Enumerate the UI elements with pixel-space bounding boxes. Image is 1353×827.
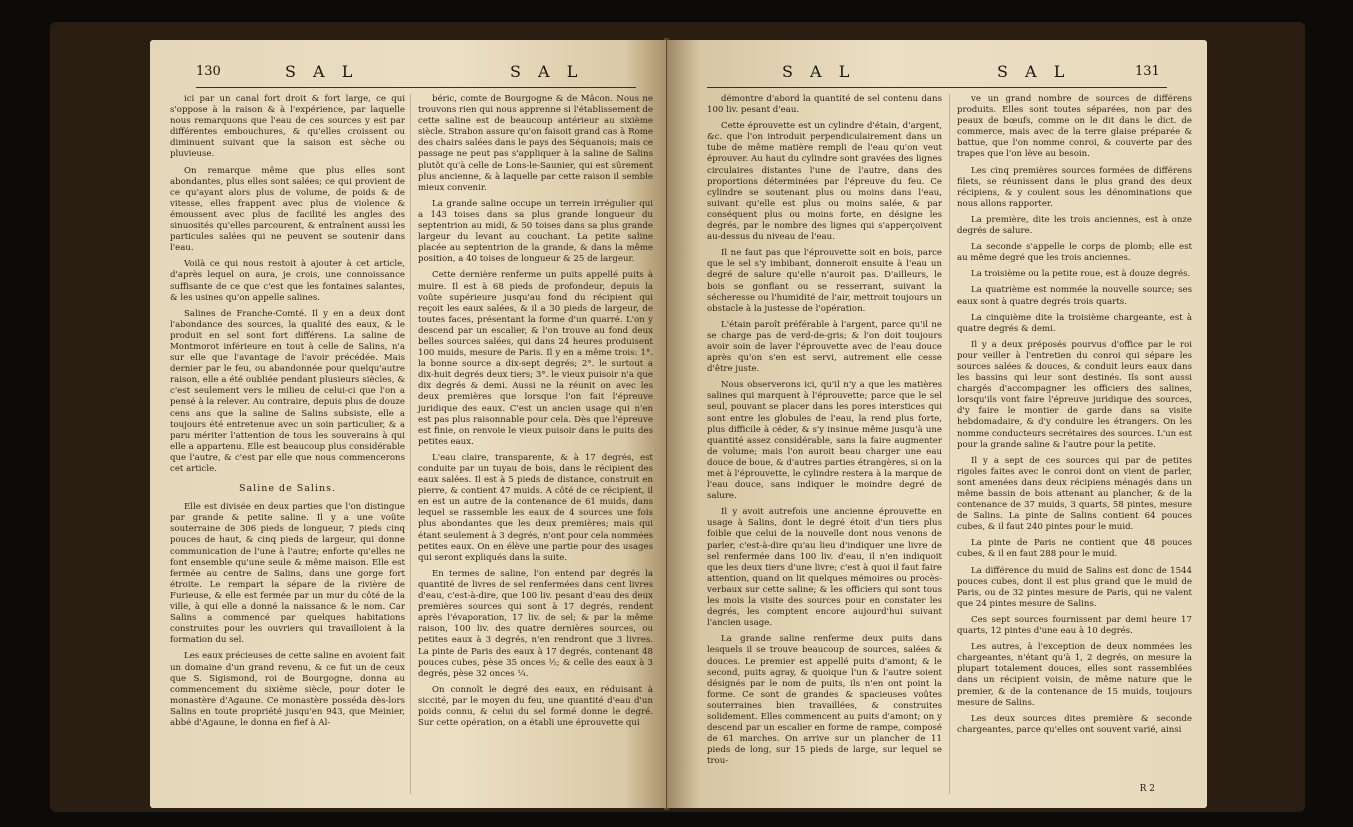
section-heading: Saline de Salins. — [239, 483, 336, 495]
running-header-left: S A L — [285, 62, 359, 81]
paragraph: Il y a sept de ces sources qui par de petites rigoles faites avec le conroi dont on vient de parler, sont amenées dans deux récipiens ménagés dans un même bassin de bois attenant au plancher, & de la contenance de 37 muids, 3 quarts, 58 pintes, mesure de Salins. La pinte de Salins contient 64 pouces cubes, & il faut 240 pintes pour le muid. — [957, 455, 1192, 533]
left-column-1 — [170, 94, 405, 734]
paragraph: Il y avoit autrefois une ancienne éprouvette en usage à Salins, dont le degré étoit d'un tiers plus foible que celui de la nouvelle dont nous venons de parler, c'est-à-dire qu'au lieu d'indiquer une livre de sel renfermée dans 100 liv. d'eau, il n'en indiquoit que les deux tiers d'une livre; c'est à quoi il faut faire attention, quand on lit quelques mémoires ou procès-verbaux sur cette saline; & les officiers qui sont tous les mois la visite des sources pour en constater les degrés, les comptent encore aujourd'hui suivant l'ancien usage. — [707, 507, 942, 629]
paragraph: béric, comte de Bourgogne & de Mâcon. Nous ne trouvons rien qui nous apprenne si l'établissement de cette saline est de beaucoup antérieur au sixième siècle. Strabon assure qu'on faisoit grand cas à Rome des chairs salées dans le pays des Séquanois; mais ce passage ne peut pas s'appliquer à la saline de Salins plutôt qu'à celle de Lons-le-Saunier, qui est sûrement plus ancienne, & à laquelle par cette raison il semble mieux convenir. — [418, 94, 653, 193]
paragraph: Salines de Franche-Comté. Il y en a deux dont l'abondance des sources, la qualité des eaux, & le produit en sel sont fort différens. La saline de Montmorot inférieure en tout à celle de Salins, n'a sur elle que l'avantage de l'avoir précédée. Mais dernier par le feu, ou abandonnée pour quelqu'autre raison, elle a été oubliée pendant plusieurs siècles, & c'est seulement vers le milieu de celui-ci que l'on a pensé à la relever. Au contraire, depuis plus de douze cens ans que la saline de Salins subsiste, elle a toujours été entretenue avec un soin particulier, & a paru mériter l'attention de tous les souverains à qui elle a appartenu. Elle est beaucoup plus considérable que l'autre, & c'est par elle que nous commencerons cet article. — [170, 308, 405, 474]
paragraph: La cinquième dite la troisième chargeante, est à quatre degrés & demi. — [957, 312, 1192, 334]
paragraph: Cette éprouvette est un cylindre d'étain, d'argent, &c. que l'on introduit perpendiculairement dans un tube de même matière rempli de l'eau qu'on veut éprouver. Au haut du cylindre sont gravées des lignes circulaires distantes l'une de l'autre, dans des proportions déterminées par l'épreuve du feu. Ce cylindre se soutenant plus ou moins dans l'eau, suivant qu'elle est plus ou moins salée, & par conséquent plus ou moins forte, en désigne les degrés, par le nombre des lignes qui s'apperçoivent au-dessus du niveau de l'eau. — [707, 121, 942, 243]
paragraph: Voilà ce qui nous restoit à ajouter à cet article, d'après lequel on aura, je crois, une connoissance suffisante de ce que c'est que les fontaines salantes, & les usines qu'on appelle salines. — [170, 259, 405, 303]
paragraph: La pinte de Paris ne contient que 48 pouces cubes, & il en faut 288 pour le muid. — [957, 538, 1192, 560]
paragraph: ve un grand nombre de sources de différens produits. Elles sont toutes séparées, non par des peaux de bœufs, comme on le dit dans le dict. de commerce, mais avec de la terre glaise préparée & battue, que l'on nomme conroi, & couverte par des trapes que l'on lève au besoin. — [957, 94, 1192, 160]
paragraph: La différence du muid de Salins est donc de 1544 pouces cubes, dont il est plus grand que le muid de Paris, ou de 32 pintes mesure de Paris, qui ne valent que 24 pintes mesure de Salins. — [957, 565, 1192, 609]
header-rule — [707, 87, 1167, 88]
paragraph: On remarque même que plus elles sont abondantes, plus elles sont salées; ce qui provient de ce qu'ayant alors plus de volume, de poids & de vitesse, elles frappent avec plus de violence & émoussent avec plus de facilité les angles des sinuosités qu'elles parcourent, & entraînent aussi les particules salées qui ne peuvent se soutenir dans l'eau. — [170, 165, 405, 254]
paragraph: La première, dite les trois anciennes, est à onze degrés de salure. — [957, 214, 1192, 237]
right-column-2 — [957, 94, 1192, 741]
paragraph: Ces sept sources fournissent par demi heure 17 quarts, 12 pintes d'une eau à 10 degrés. — [957, 614, 1192, 637]
running-header-left: S A L — [782, 62, 856, 81]
right-column-1 — [707, 94, 942, 772]
paragraph: Il y a deux préposés pourvus d'office par le roi pour veiller à l'entretien du conroi qui sépare les sources salées & douces, & conduit leurs eaux dans les bassins qui leur sont destinés. Ils sont aussi chargés d'accompagner les officiers des salines, lorsqu'ils vont faire l'épreuve juridique des sources, d'y faire le montier de garde dans sa visite hebdomadaire, & d'y conduire les étrangers. On les nomme conducteurs secrétaires des sources. L'un est pour la grande saline & l'autre pour la petite. — [957, 339, 1192, 450]
paragraph: L'étain paroît préférable à l'argent, parce qu'il ne se charge pas de verd-de-gris; & l'on doit toujours avoir soin de laver l'éprouvette avec de l'eau douce après qu'on s'en est servi, autrement elle cesse d'être juste. — [707, 319, 942, 375]
paragraph: La grande saline renferme deux puits dans lesquels il se trouve beaucoup de sources, salées & douces. Le premier est appellé puits d'amont; & le second, puits agray, & quoique l'un & l'autre soient désignés par le nom de puits, ils n'en ont point la forme. Ce sont de grandes & spacieuses voûtes souterraines bien travaillées, & construites solidement. Elles commencent au puits d'amont; on y descend par un escalier en forme de rampe, composé de 61 marches. On arrive sur un plancher de 11 pieds de long, sur 15 pieds de large, sur lequel se trou- — [707, 634, 942, 767]
paragraph: Nous observerons ici, qu'il n'y a que les matières salines qui marquent à l'éprouvette; parce que le sel seul, pouvant se placer dans les pores interstices qui sont entre les globules de l'eau, la rend plus forte, plus difficile à céder, & s'y insinue même jusqu'à une quantité assez considérable, sans la faire augmenter de volume; mais l'on auroit beau charger une eau douce de boue, & d'autres parties étrangères, si on la met à l'éprouvette, le cylindre restera à la marque de l'eau douce, sans indiquer le moindre degré de salure. — [707, 380, 942, 502]
paragraph: On connoît le degré des eaux, en réduisant à siccité, par le moyen du feu, une quantité d'eau d'un poids connu, & celui du sel formé donne le degré. Sur cette opération, on a établi une éprouvette qui — [418, 684, 653, 729]
paragraph: démontre d'abord la quantité de sel contenu dans 100 liv. pesant d'eau. — [707, 94, 942, 116]
paragraph: Les deux sources dites première & seconde chargeantes, parce qu'elles ont souvent varié, ainsi — [957, 713, 1192, 735]
column-divider — [949, 94, 950, 794]
paragraph: La troisième ou la petite roue, est à douze degrés. — [971, 269, 1191, 280]
paragraph: Les cinq premières sources formées de différens filets, se réunissent dans le plus grand des deux récipiens, & y coulent sous les dénominations que nous allons rapporter. — [957, 165, 1192, 209]
left-page — [150, 40, 666, 808]
paragraph: La grande saline occupe un terrein irrégulier qui a 143 toises dans sa plus grande longueur du septentrion au midi, & 50 toises dans sa plus grande largeur du levant au couchant. La petite saline placée au septentrion de la grande, & dans la même position, a 40 toises de longueur & 25 de largeur. — [418, 198, 653, 265]
running-header-right: S A L — [510, 62, 584, 81]
paragraph: Il ne faut pas que l'éprouvette soit en bois, parce que le sel s'y imbibant, donneroit ensuite à l'eau un degré de salure qu'elle n'auroit pas. D'ailleurs, le bois se gonflant ou se resserrant, suivant la sécheresse ou l'humidité de l'air, mettroit toujours un obstacle à la justesse de l'opération. — [707, 248, 942, 314]
paragraph: L'eau claire, transparente, & à 17 degrés, est conduite par un tuyau de bois, dans le récipient des eaux salées. Il est à 5 pieds de distance, construit en pierre, & contient 47 muids. A côté de ce récipient, il en est un autre de la contenance de 61 muids, dans lequel se rassemble les eaux de 4 sources une fois plus abondantes que les deux premières; mais qui étant seulement à 3 degrés, n'ont pour cela nommées petites eaux. On en élève une partie pour des usages qui seront expliqués dans la suite. — [418, 452, 653, 563]
left-column-2 — [418, 94, 653, 734]
paragraph: En termes de saline, l'on entend par degrés la quantité de livres de sel renfermées dans cent livres d'eau, c'est-à-dire, que 100 liv. pesant d'eau des deux premières sources qui sont à 17 degrés, rendent après l'évaporation, 17 liv. de sel; & par la même raison, 100 liv. des quatre dernières sources, ou petites eaux à 3 degrés, n'en rendront que 3 livres. La pinte de Paris des eaux à 17 degrés, contenant 48 pouces cubes, pèse 35 onces ½; & celle des eaux à 3 degrés, pèse 32 onces ¼. — [418, 568, 653, 679]
paragraph: ici par un canal fort droit & fort large, ce qui s'oppose à la raison & à l'expérience, par laquelle nous remarquons que l'eau de ces sources y est par différentes embouchures, & qu'elles croissent ou diminuent suivant que la saison est sèche ou pluvieuse. — [170, 94, 405, 160]
paragraph: La quatrième est nommée la nouvelle source; ses eaux sont à quatre degrés trois quarts. — [957, 285, 1192, 307]
paragraph: La seconde s'appelle le corps de plomb; elle est au même degré que les trois anciennes. — [957, 242, 1192, 264]
paragraph: Elle est divisée en deux parties que l'on distingue par grande & petite saline. Il y a une voûte souterraine de 306 pieds de longueur, 7 pieds cinq pouces de haut, & cinq pieds de largeur, qui donne communication de l'une à l'autre; enforte qu'elles ne font ensemble qu'une seule & même maison. Elle est fermée au centre de Salins, dans une gorge fort étroite. Le rempart la sépare de la rivière de Furieuse, & elle est fermée par un mur du côté de la ville, à qui elle a donné la naissance & le nom. Car Salins a commencé par quelques habitations construites pour les ouvriers qui travailloient à la formation du sel. — [170, 502, 405, 646]
page-number: 131 — [1135, 64, 1160, 79]
running-header-right: S A L — [997, 62, 1071, 81]
signature-mark: R 2 — [1139, 784, 1155, 794]
page-number: 130 — [196, 64, 221, 79]
paragraph: Les autres, à l'exception de deux nommées les chargeantes, n'étant qu'à 1, 2 degrés, on mesure la plupart totalement douces, elles sont rassemblées dans un récipient voisin, de même nature que le premier, & de la contenance de 15 muids, toujours mesure de Salins. — [957, 642, 1192, 708]
right-page — [667, 40, 1207, 808]
paragraph: Cette dernière renferme un puits appellé puits à muire. Il est à 68 pieds de profondeur, depuis la voûte supérieure jusqu'au fond du récipient qui reçoit les eaux salées, & il a 30 pieds de largeur, de toutes faces, présentant la forme d'un quarré. L'on y descend par un escalier, & l'on trouve au fond deux belles sources salées, qui dans 24 heures produisent 100 muids, mesure de Paris. Il y en a même trois: 1°. la bonne source a dix-sept degrés; 2°. le surtout a dix-huit degrés deux tiers; 3°. le vieux puisoir n'a que dix degrés & demi. Aussi ne la réunit on avec les deux premières que lorsque l'on fait l'épreuve juridique des eaux. C'est un ancien usage qui n'en est pas plus raisonnable pour cela. Dès que l'épreuve est finie, on renvoie le vieux puisoir dans le puits des petites eaux. — [418, 270, 653, 447]
column-divider — [410, 94, 411, 794]
paragraph: Les eaux précieuses de cette saline en avoient fait un domaine d'un grand revenu, & ce fut un de ceux que S. Sigismond, roi de Bourgogne, donna au commencement du sixième siècle, pour doter le monastère d'Agaune. Ce monastère posséda dès-lors Salins en toute propriété jusqu'en 943, que Meinier, abbé d'Agaune, le donna en fief à Al- — [170, 651, 405, 728]
header-rule — [196, 87, 636, 88]
